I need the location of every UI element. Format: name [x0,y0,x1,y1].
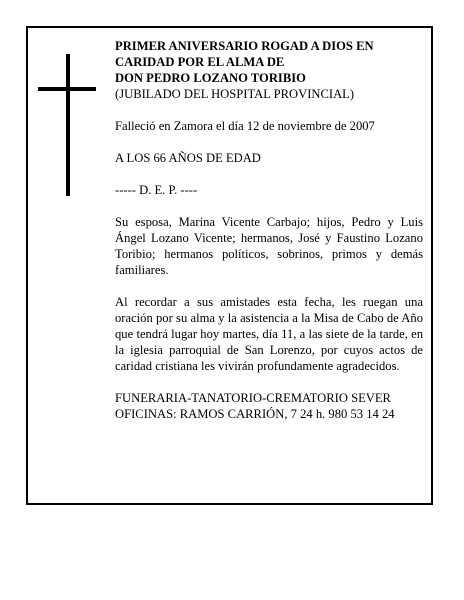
obituary-text [115,38,423,422]
funeral-home-office: OFICINAS: RAMOS CARRIÓN, 7 24 h. 980 53 14 24 [115,407,395,421]
cross-horizontal-bar [38,87,96,91]
mass-paragraph: Al recordar a sus amistades esta fecha, les ruegan una oración por su alma y la asistencia a la Misa de Cabo de Año que tendrá lugar hoy martes, día 11, a las siete de la tarde, en la iglesia parroquial de San Lorenzo, por cuyos actos de caridad cristiana les vivirán profundamente agradecidos. [115,295,423,373]
deceased-name: DON PEDRO LOZANO TORIBIO [115,71,306,85]
occupation-subheading: (JUBILADO DEL HOSPITAL PROVINCIAL) [115,87,355,101]
funeral-home-name: FUNERARIA-TANATORIO-CREMATORIO SEVER [115,391,391,405]
cross-vertical-bar [66,54,70,196]
rip-line: ----- D. E. P. ---- [115,183,198,197]
latin-cross-icon [38,54,96,196]
death-date-line: Falleció en Zamora el día 12 de noviembre de 2007 [115,119,375,133]
family-paragraph: Su esposa, Marina Vicente Carbajo; hijos, Pedro y Luis Ángel Lozano Vicente; hermanos, José y Faustino Lozano Toribio; hermanos políticos, sobrinos, primos y demás familiares. [115,215,423,277]
heading-line-2: CARIDAD POR EL ALMA DE [115,55,285,69]
age-line: A LOS 66 AÑOS DE EDAD [115,151,261,165]
heading-line-1: PRIMER ANIVERSARIO ROGAD A DIOS EN [115,39,374,53]
